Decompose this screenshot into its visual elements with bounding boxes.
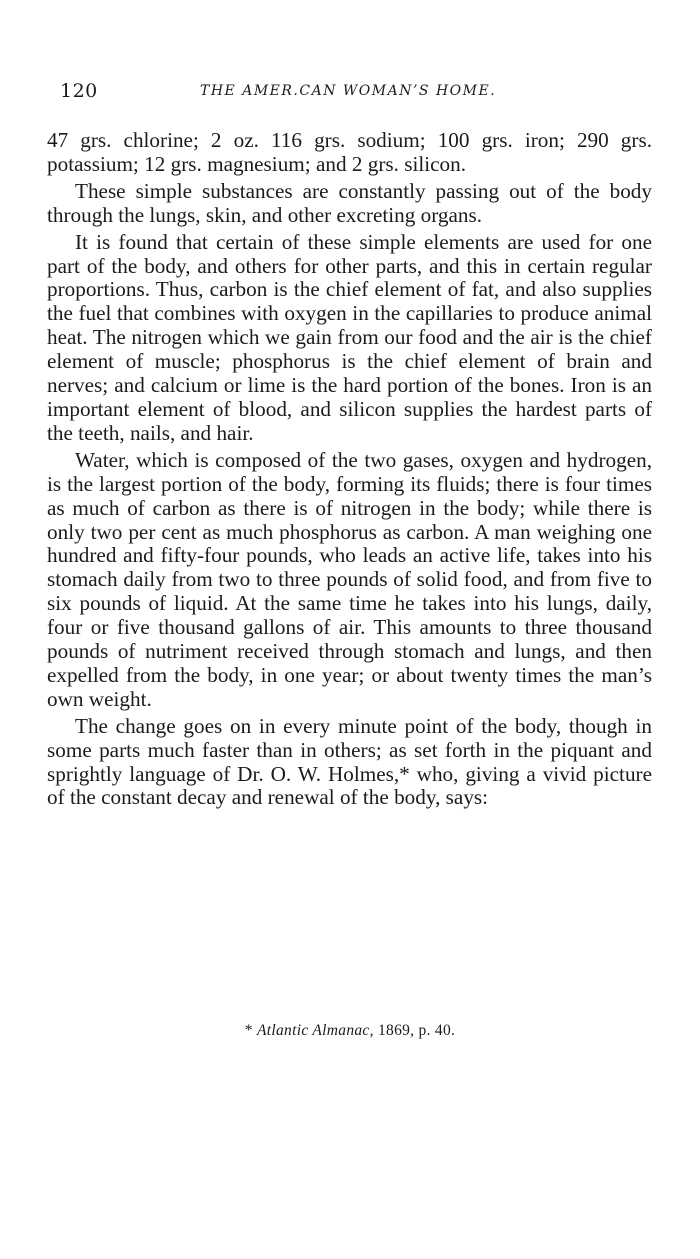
paragraph: These simple substances are constantly passing out of the body through the lungs, skin, and other excreting organs. [47, 178, 652, 227]
footnote [0, 1022, 700, 1040]
paragraph: It is found that certain of these simple elements are used for one part of the body, and others for other parts, and this in certain regular proportions. Thus, carbon is the chief element of fat, and also supplies the fuel that combines with oxygen in the capillaries to produce animal heat. The nitrogen which we gain from our food and the air is the chief element of muscle; phosphorus is the chief element of brain and nerves; and calcium or lime is the hard portion of the bones. Iron is an important element of blood, and silicon supplies the hardest parts of the teeth, nails, and hair. [47, 229, 652, 445]
body-text [47, 129, 652, 810]
footnote-detail: 1869, p. 40. [377, 1022, 456, 1039]
running-title: THE AMER.CAN WOMAN’S HOME. [200, 83, 497, 99]
footnote-mark: * [244, 1022, 253, 1039]
footnote-source: Atlantic Almanac, [257, 1022, 374, 1039]
paragraph: Water, which is composed of the two gases, oxygen and hydrogen, is the largest portion of the body, forming its fluids; there is four times as much of carbon as there is of nitrogen in the body; while there is only two per cent as much phosphorus as carbon. A man weighing one hundred and fifty-four pounds, who leads an active life, takes into his stomach daily from two to three pounds of solid food, and from five to six pounds of liquid. At the same time he takes into his lungs, daily, four or five thousand gallons of air. This amounts to three thousand pounds of nutriment received through stomach and lungs, and then expelled from the body, in one year; or about twenty times the man’s own weight. [47, 447, 652, 711]
paragraph-continued: 47 grs. chlorine; 2 oz. 116 grs. sodium; 100 grs. iron; 290 grs. potassium; 12 grs. magnesium; and 2 grs. silicon. [47, 128, 652, 176]
paragraph: The change goes on in every minute point of the body, though in some parts much faster than in others; as set forth in the piquant and sprightly language of Dr. O. W. Holmes,* who, giving a vivid picture of the constant decay and renewal of the body, says: [47, 713, 652, 810]
page-number: 120 [60, 80, 98, 102]
page-header [60, 80, 652, 110]
